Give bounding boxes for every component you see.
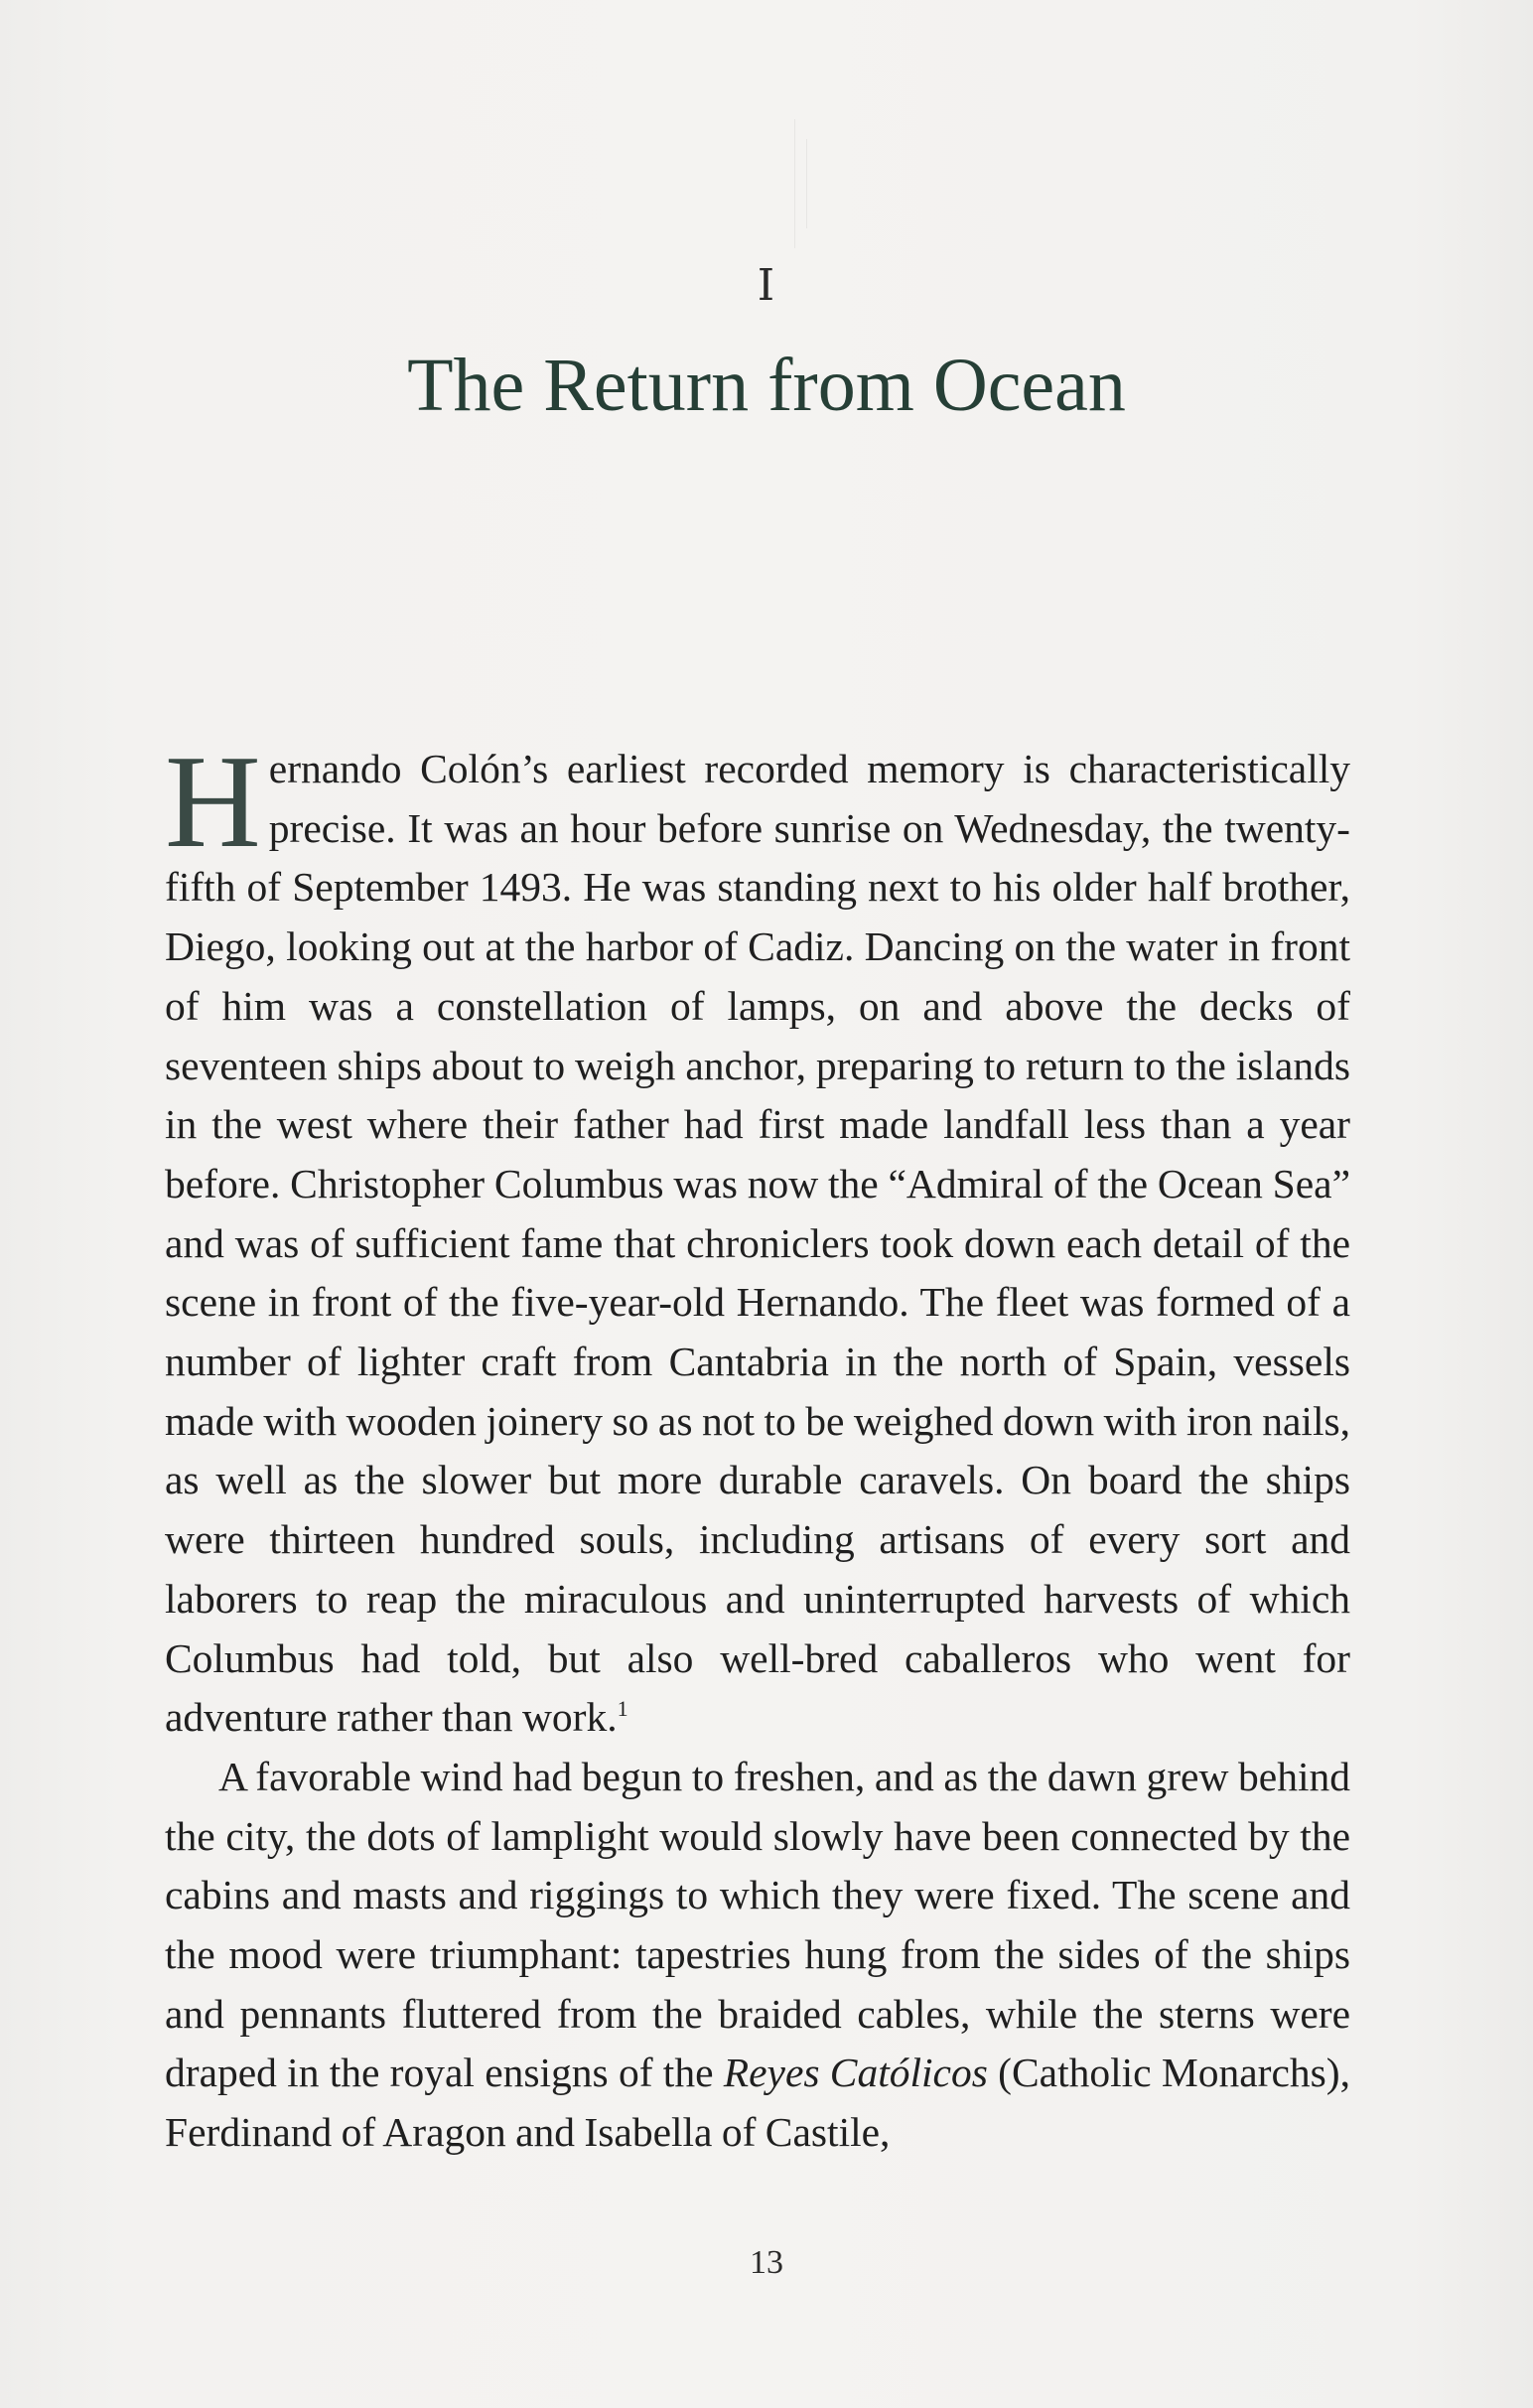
paragraph-1-text: ernando Colón’s earliest recorded memory is characteristically precise. It was an hour before sunrise on Wednesday, the twenty-fifth of September 1493. He was standing next to his older half brother, Diego, looking out at the harbor of Cadiz. Dancing on the water in front of him was a constellation of lamps, on and above the decks of seventeen ships about to weigh anchor, preparing to return to the islands in the west where their father had first made landfall less than a year before. Christopher Columbus was now the “Admiral of the Ocean Sea” and was of sufficient fame that chroniclers took down each detail of the scene in front of the five-year-old Hernando. The fleet was formed of a number of lighter craft from Cantabria in the north of Spain, vessels made with wooden joinery so as not to be weighed down with iron nails, as well as the slower but more durable caravels. On board the ships were thirteen hundred souls, including artisans of every sort and laborers to reap the miraculous and uninterrupted harvests of which Columbus had told, but also well-bred caballeros who went for adventure rather than work. xyxy=(165,746,1350,1741)
paragraph-2-text-end: (Catholic Monarchs), Ferdinand of Aragon and Isabella of Castile, xyxy=(165,2050,1350,2156)
paragraph-1 xyxy=(165,728,1350,1748)
footnote-reference[interactable]: 1 xyxy=(617,1696,628,1722)
body-text xyxy=(165,728,1350,2163)
paragraph-2 xyxy=(165,1748,1350,2163)
scan-artifact xyxy=(806,139,807,228)
page-number: 13 xyxy=(750,2244,783,2281)
drop-cap: H xyxy=(165,728,261,875)
chapter-title: The Return from Ocean xyxy=(407,344,1126,427)
italic-term: Reyes Católicos xyxy=(723,2050,988,2096)
chapter-number: I xyxy=(757,260,776,311)
paragraph-2-text-start: A favorable wind had begun to freshen, and as the dawn grew behind the city, the dots of lamplight would slowly have been connected by the cabins and masts and riggings to which they were fixed. The scene and the mood were triumphant: tapestries hung from the sides of the ships and pennants fluttered from the braided cables, while the sterns were draped in the royal ensigns of the xyxy=(165,1753,1350,2096)
scan-artifact xyxy=(794,119,795,248)
